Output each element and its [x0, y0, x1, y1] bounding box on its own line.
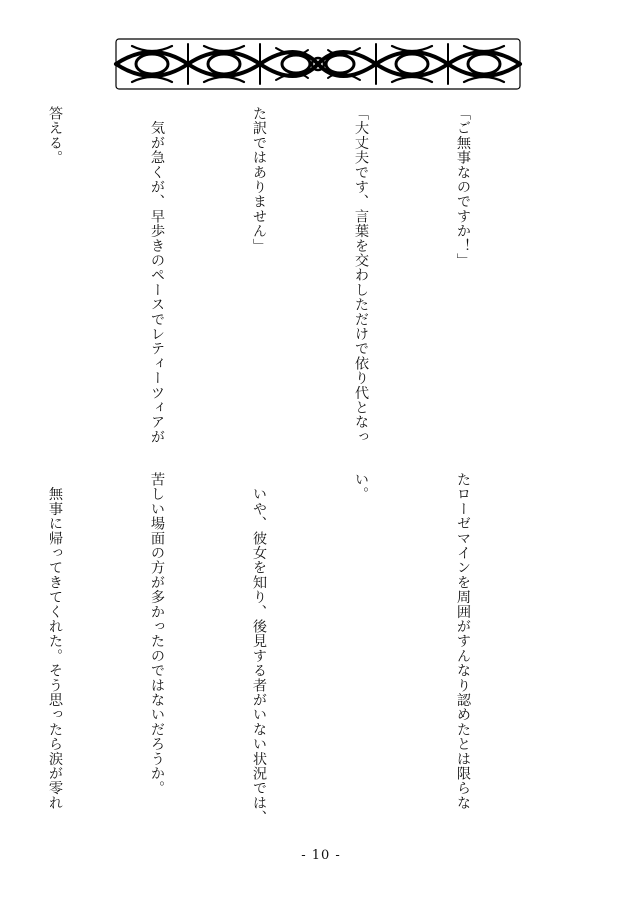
- text-line: 無事に帰ってきてくれた。そう思ったら涙が零れ: [47, 472, 63, 811]
- decorative-border-ornament: [112, 36, 524, 92]
- page-number: - 10 -: [301, 848, 341, 863]
- text-line: 気が急くが、早歩きのペースでレティーツィアが: [149, 106, 165, 445]
- text-line: たローゼマインを周囲がすんなり認めたとは限らな: [455, 472, 471, 811]
- text-line: 「ご無事なのですか！」: [455, 106, 471, 268]
- text-line: い。: [353, 472, 369, 502]
- text-line: いや、彼女を知り、後見する者がいない状況では、: [251, 472, 267, 825]
- lower-text-block: [47, 472, 548, 825]
- text-line: 「大丈夫です、言葉を交わしただけで依り代となっ: [353, 106, 369, 445]
- text-line: 苦しい場面の方が多かったのではないだろうか。: [149, 472, 165, 796]
- upper-text-block: [47, 106, 548, 445]
- text-line: 答える。: [47, 106, 63, 165]
- text-line: た訳ではありません」: [251, 106, 267, 253]
